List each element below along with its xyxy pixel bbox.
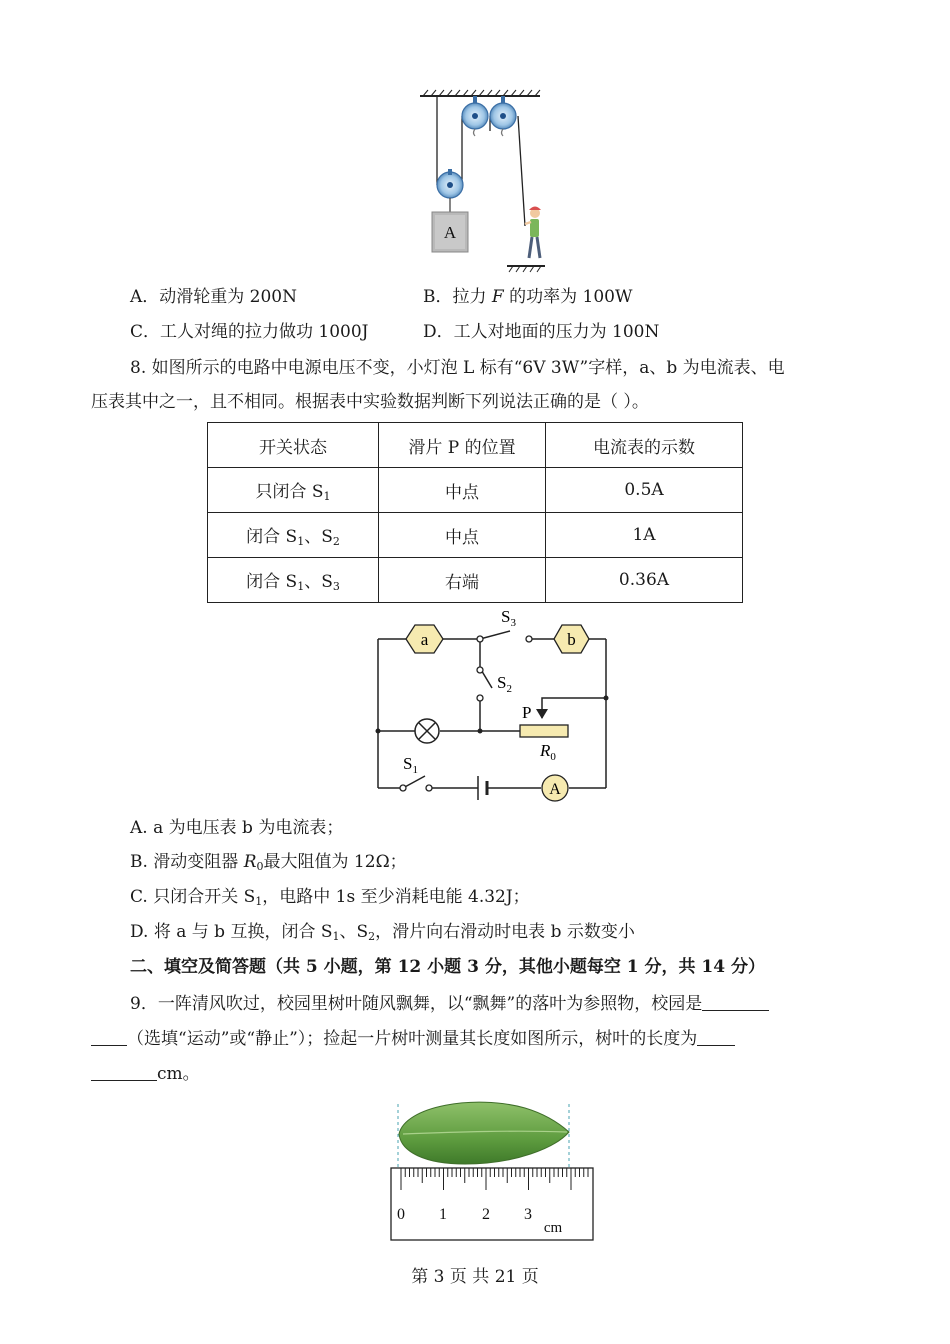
table-cell-current: 0.36A — [546, 558, 743, 603]
table-cell-current: 0.5A — [546, 468, 743, 513]
table-header-row — [208, 423, 743, 468]
section-heading: 二、填空及简答题（共 5 小题，第 12 小题 3 分，其他小题每空 1 分，共 14 分） — [130, 957, 765, 977]
answer-blank[interactable] — [697, 1029, 735, 1046]
resistor-label: R — [540, 741, 551, 760]
table-cell-position: 中点 — [379, 468, 546, 513]
answer-blank[interactable] — [702, 994, 769, 1011]
table-cell-position: 中点 — [379, 513, 546, 558]
circuit-diagram — [370, 606, 620, 806]
s2-sub: 2 — [506, 683, 512, 695]
table-row — [208, 513, 743, 558]
q8-option-d: D. 将 a 与 b 互换，闭合 $S_1$、$S_2$，滑片向右滑动时电表 b 示数变小 — [130, 922, 635, 943]
q7-option-d: D．工人对地面的压力为 100N — [423, 322, 660, 342]
q8-option-c: C. 只闭合开关 $S_1$，电路中 1s 至少消耗电能 4.32J； — [130, 887, 530, 908]
svg-text:S3 — [501, 607, 516, 629]
s2-label: S — [497, 673, 507, 692]
table-cell-current: 1A — [546, 513, 743, 558]
table-row — [208, 558, 743, 603]
answer-blank[interactable] — [91, 1064, 157, 1081]
table-header: 开关状态 — [208, 423, 379, 468]
q7-option-b-suffix: 的功率为 100W — [503, 287, 633, 307]
svg-text:R0 — [539, 741, 556, 763]
ruler-tick-label: 0 — [397, 1206, 405, 1223]
svg-text:S2 — [497, 673, 512, 695]
q9-line2: （选填“运动”或“静止”）；捡起一片树叶测量其长度如图所示，树叶的长度为 — [91, 1029, 735, 1048]
ruler-tick-label: 1 — [439, 1206, 447, 1223]
table-cell-position: 右端 — [379, 558, 546, 603]
meter-b-label: b — [567, 630, 576, 649]
table-header: 滑片 P 的位置 — [379, 423, 546, 468]
table-row — [208, 468, 743, 513]
q8-option-b: B. 滑动变阻器 $R_0$最大阻值为 12Ω； — [130, 852, 407, 873]
q7-option-b — [423, 289, 632, 306]
answer-blank[interactable] — [91, 1029, 127, 1046]
ruler-tick-label: 3 — [524, 1206, 532, 1223]
pulley-figure — [415, 86, 545, 276]
ammeter-label: A — [549, 781, 561, 798]
s3-label: S — [501, 607, 511, 626]
q8-data-table — [207, 422, 743, 603]
s1-label: S — [403, 754, 413, 773]
table-cell-switch: 闭合 $S_1$、$S_2$ — [208, 513, 379, 558]
resistor-sub: 0 — [550, 751, 556, 763]
q7-option-c: C．工人对绳的拉力做功 1000J — [130, 322, 369, 342]
q7-option-b-prefix: B．拉力 — [423, 287, 492, 307]
q9-line3: cm。 — [91, 1064, 200, 1083]
svg-text:S1 — [403, 754, 418, 776]
page-footer: 第 3 页 共 21 页 — [411, 1267, 539, 1287]
leaf-ruler-figure — [385, 1096, 600, 1244]
q9-line1: 9．一阵清风吹过，校园里树叶随风飘舞，以“飘舞”的落叶为参照物，校园是 — [130, 994, 769, 1013]
ruler-unit: cm — [543, 1220, 563, 1236]
q8-stem-line2: 压表其中之一，且不相同。根据表中实验数据判断下列说法正确的是（ ）。 — [91, 392, 649, 412]
box-label: A — [443, 223, 457, 242]
q8-option-a: A. a 为电压表 b 为电流表； — [130, 818, 344, 838]
ruler — [391, 1168, 593, 1240]
q7-option-a: A．动滑轮重为 200N — [130, 287, 298, 307]
s1-sub: 1 — [412, 764, 418, 776]
q7-option-b-var: F — [491, 287, 504, 307]
meter-a-label: a — [420, 630, 429, 649]
q8-stem-line1: 8. 如图所示的电路中电源电压不变，小灯泡 L 标有“6V 3W”字样，a、b 为电流表、电 — [130, 358, 785, 378]
s3-sub: 3 — [510, 617, 516, 629]
table-header: 电流表的示数 — [546, 423, 743, 468]
table-cell-switch: 闭合 $S_1$、$S_3$ — [208, 558, 379, 603]
ruler-tick-label: 2 — [482, 1206, 490, 1223]
slider-label: P — [522, 703, 532, 722]
table-cell-switch: 只闭合 $S_1$ — [208, 468, 379, 513]
